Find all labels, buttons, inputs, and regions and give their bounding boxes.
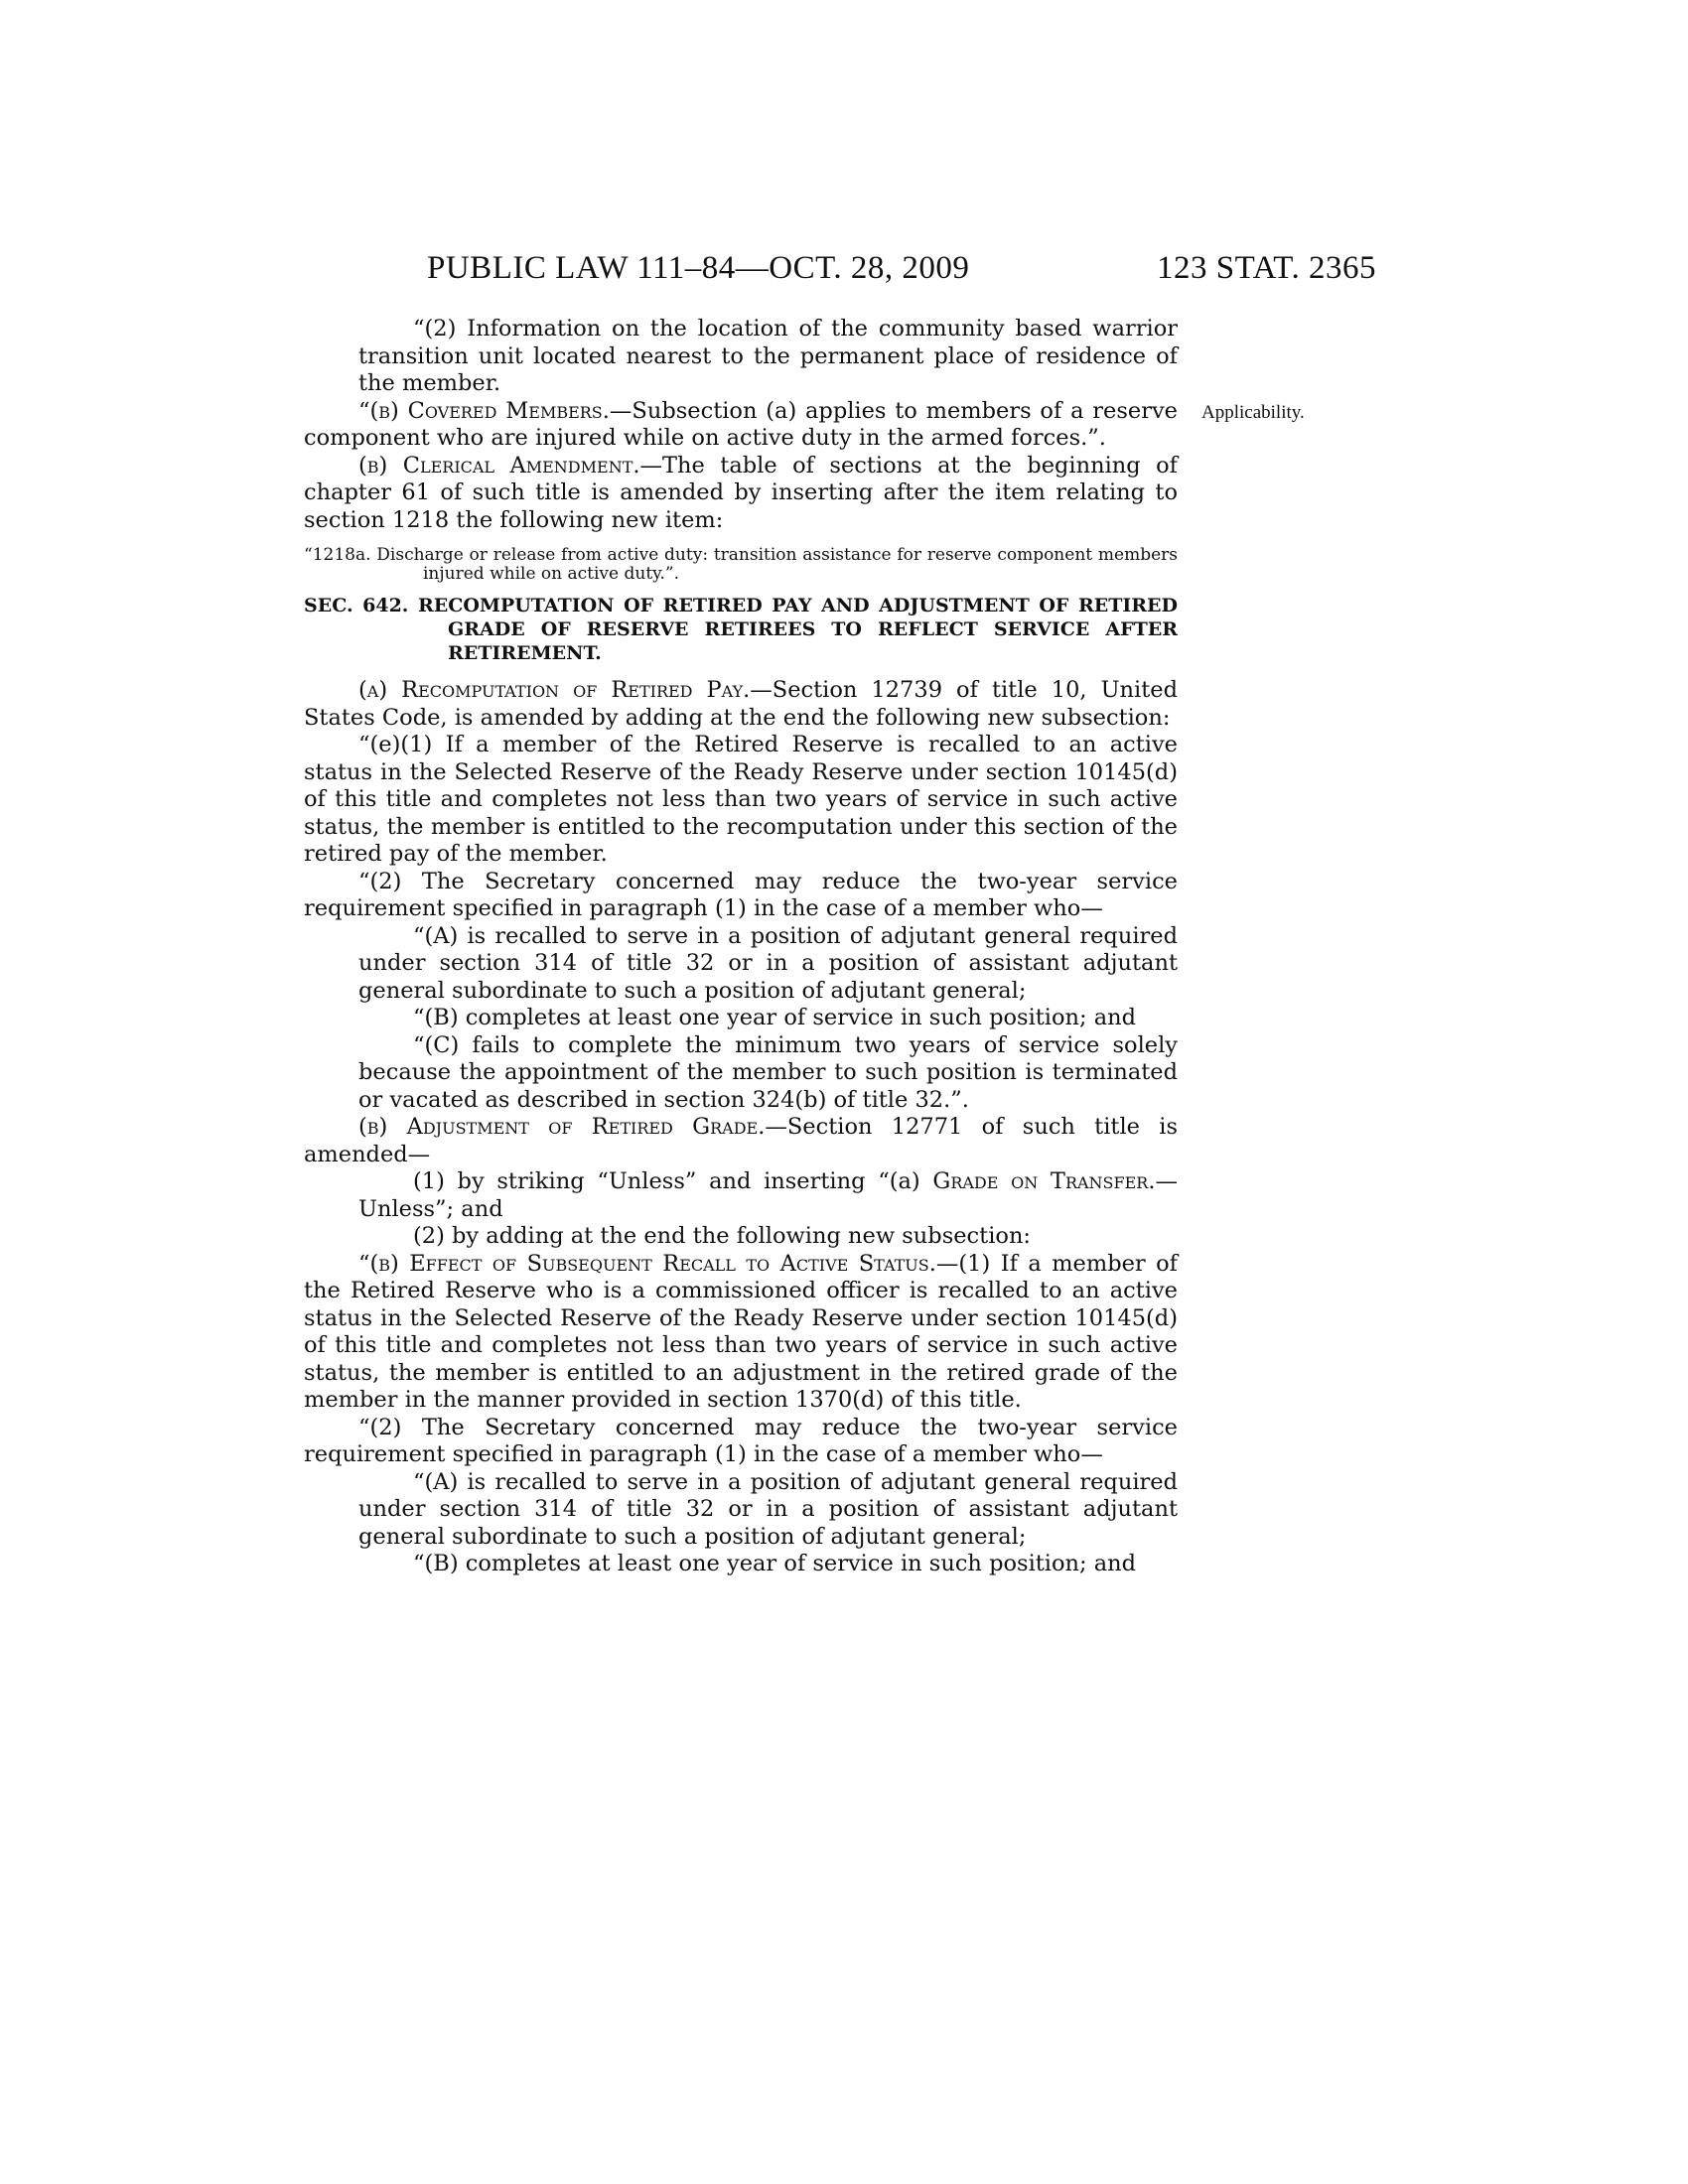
effect-of-recall-heading: “(b) Effect of Subsequent Recall to Active Status. <box>358 1250 936 1277</box>
paragraph-information: “(2) Information on the location of the community based warrior transition unit located nearest to the permanent place of residence of the member. <box>358 316 1178 396</box>
section-heading: SEC. 642. RECOMPUTATION OF RETIRED PAY AND ADJUSTMENT OF RETIRED GRADE OF RESERVE RETIREES TO REFLECT SERVICE AFTER RETIREMENT. <box>304 595 1178 664</box>
b1-prefix: (1) by striking “Unless” and inserting “(a) <box>413 1168 933 1194</box>
recomputation-heading: (a) Recomputation of Retired Pay. <box>358 677 751 703</box>
paragraph-effect-of-recall <box>304 1251 1178 1415</box>
paragraph-recomputation <box>304 677 1178 732</box>
paragraph-b2: (2) by adding at the end the following new subsection: <box>413 1223 1032 1249</box>
paragraph-clerical-amendment <box>304 453 1178 535</box>
clerical-amendment-text: —The table of sections at the beginning of chapter 61 of such title is amended by inserting after the item relating to section 1218 the following new item: <box>304 452 1178 533</box>
paragraph-e1: “(e)(1) If a member of the Retired Reserve is recalled to an active status in the Selected Reserve of the Ready Reserve under section 10145(d) of this title and completes not less than two years of service in such active status, the member is entitled to the recomputation under this section of the retired pay of the member. <box>304 732 1178 867</box>
body-text <box>304 316 1178 1578</box>
paragraph-bb2: “(2) The Secretary concerned may reduce the two-year service requirement specified in paragraph (1) in the case of a member who— <box>304 1414 1178 1467</box>
running-header: PUBLIC LAW 111–84—OCT. 28, 2009 <box>427 250 970 286</box>
b1-suffix: —Unless”; and <box>358 1168 1178 1222</box>
paragraph-bb-a: “(A) is recalled to serve in a position of adjutant general required under section 314 of title 32 or in a position of assistant adjutant general subordinate to such a position of adjutant general; <box>358 1468 1178 1550</box>
clerical-amendment-heading: (b) Clerical Amendment. <box>358 452 640 478</box>
paragraph-e2: “(2) The Secretary concerned may reduce the two-year service requirement specified in paragraph (1) in the case of a member who— <box>304 868 1178 921</box>
adjustment-text: —Section 12771 of such title is amended— <box>304 1114 1178 1167</box>
paragraph-b1 <box>358 1168 1178 1223</box>
covered-members-heading: “(b) Covered Members. <box>358 397 610 424</box>
paragraph-bb-b: “(B) completes at least one year of service in such position; and <box>413 1551 1137 1576</box>
paragraph-e-b: “(B) completes at least one year of service in such position; and <box>413 1005 1137 1030</box>
recomputation-text: —Section 12739 of title 10, United States Code, is amended by adding at the end the following new subsection: <box>304 677 1178 731</box>
paragraph-covered-members <box>304 398 1178 453</box>
paragraph-e-c: “(C) fails to complete the minimum two years of service solely because the appointment of the member to such position is terminated or vacated as described in section 324(b) of title 32.”. <box>358 1031 1178 1113</box>
table-of-sections-item: “1218a. Discharge or release from active duty: transition assistance for reserve component members injured while on active duty.”. <box>304 545 1178 584</box>
margin-note-applicability: Applicability. <box>1201 402 1305 423</box>
adjustment-heading: (b) Adjustment of Retired Grade. <box>358 1114 766 1140</box>
paragraph-e-a: “(A) is recalled to serve in a position of adjutant general required under section 314 of title 32 or in a position of assistant adjutant general subordinate to such a position of adjutant general; <box>358 922 1178 1004</box>
b1-grade-on-transfer: Grade on Transfer. <box>932 1168 1156 1194</box>
effect-of-recall-text: —(1) If a member of the Retired Reserve who is a commissioned officer is recalled to an active status in the Selected Reserve of the Ready Reserve under section 10145(d) of this title and completes not less than two years of service in such active status, the member is entitled to an adjustment in the retired grade of the member in the manner provided in section 1370(d) of this title. <box>304 1250 1178 1413</box>
paragraph-adjustment <box>304 1114 1178 1168</box>
covered-members-text: —Subsection (a) applies to members of a reserve component who are injured while on active duty in the armed forces.”. <box>304 397 1178 451</box>
stat-page-number: 123 STAT. 2365 <box>1156 250 1376 286</box>
